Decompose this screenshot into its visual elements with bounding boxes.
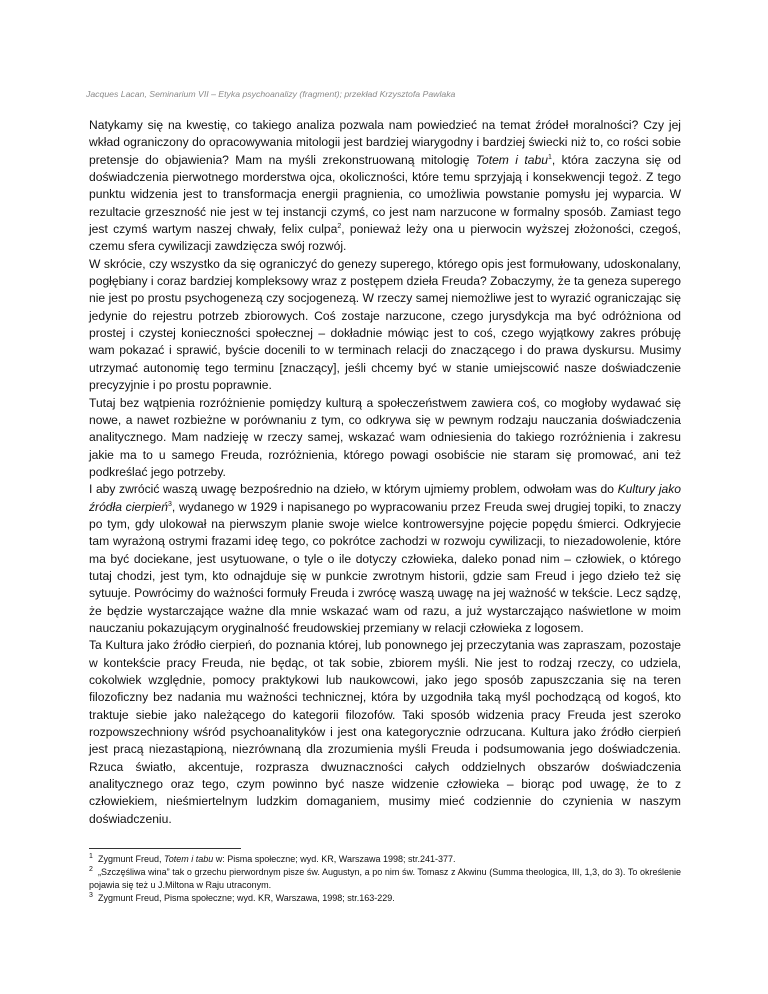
- running-header: Jacques Lacan, Seminarium VII – Etyka psychoanalizy (fragment); przekład Krzysztofa Pawlaka: [86, 89, 456, 99]
- footnote-3: $^3$ Zygmunt Freud, Pisma społeczne; wyd. KR, Warszawa, 1998; str.163-229.: [89, 892, 395, 904]
- paragraph-2: W skrócie, czy wszystko da się ograniczyć do genezy superego, którego opis jest formułowany, udoskonalany, pogłębiany i coraz bardziej kompleksowy wraz z postępem dzieła Freuda? Zobaczymy, że ta geneza superego nie jest po prostu psychogenezą czy socjogenezą. W rzeczy samej niemożliwe jest to wyrazić ograniczając się jedynie do rejestru potrzeb zbiorowych. Coś zostaje narzucone, czego jurysdykcja ma być odróżniona od prostej i czystej konieczności społecznej – dokładnie mówiąc jest to coś, czego wyjątkowy zakres próbuję wam pokazać i sprawić, byście docenili to w terminach relacji do znaczącego i do prawa dyskursu. Musimy utrzymać autonomię tego terminu [znaczący], jeśli chcemy być w stanie umiejscowić nasze doświadczenie precyzyjnie i po prostu poprawnie.: [89, 256, 681, 393]
- footnote-3-text: Zygmunt Freud, Pisma społeczne; wyd. KR, Warszawa, 1998; str.163-229.: [98, 893, 395, 904]
- footnote-ref-1[interactable]: 1: [547, 153, 552, 161]
- paragraph-4: [89, 481, 681, 637]
- footnote-1-post: w: Pisma społeczne; wyd. KR, Warszawa 1998; str.241-377.: [213, 854, 456, 864]
- footnotes: [89, 853, 681, 905]
- cited-title-totem-i-tabu: Totem i tabu: [475, 152, 548, 167]
- footnote-1: $^1$ Zygmunt Freud, Totem i tabu w: Pisma społeczne; wyd. KR, Warszawa 1998; str.241-377.: [89, 853, 456, 864]
- footnote-2-text: „Szczęśliwa wina” tak o grzechu pierwordnym pisze św. Augustyn, a po nim św. Tomasz z Akwinu (Summa theologica, III, 1,3, do 3). To określenie pojawia się też u J.Miltona w Raju utraconym.: [89, 867, 681, 891]
- footnote-1-pre: Zygmunt Freud,: [98, 854, 165, 864]
- paragraph-1: [89, 117, 681, 256]
- body-text: [89, 117, 681, 828]
- paragraph-1-text-b: , która zaczyna się od doświadczenia pierwotnego morderstwa ojca, okoliczności, które temu sprzyjają i konsekwencji tegoż. Z tego punktu widzenia jest to transformacja energii pragnienia, co umożliwia powstanie pomysłu jej wyparcia. W rezultacie grzeszność nie jest w tej instancji czymś, co jest nam narzucone w formalny sposób. Zamiast tego jest czymś wartym naszej chwały, felix culpa: [89, 152, 682, 237]
- cited-title-kultura: Kultury jako źródła cierpień: [89, 482, 682, 514]
- footnote-ref-2[interactable]: 2: [337, 223, 342, 231]
- footnote-1-title: Totem i tabu: [164, 854, 214, 864]
- paragraph-3: Tutaj bez wątpienia rozróżnienie pomiędzy kulturą a społeczeństwem zawiera coś, co mogłoby wydawać się nowe, a nawet rozbieżne w porównaniu z tym, co odkrywa się w pewnym rodzaju nauczania doświadczenia analitycznego. Mam nadzieję w rzeczy samej, wskazać wam odniesienia do takiego rozróżnienia i zakresu jakie ma to u samego Freuda, rozróżnienia, którego powagi osobiście nie staram się promować, ani też podkreślać jego potrzeby.: [89, 395, 681, 479]
- paragraph-1-text-c: , ponieważ leży ona u pierwocin wyższej złożoności, czegoś, czemu sfera cywilizacji zawdzięcza swój rozwój.: [89, 222, 682, 254]
- paragraph-5: Ta Kultura jako źródło cierpień, do poznania której, lub ponownego jej przeczytania was zapraszam, pozostaje w kontekście pracy Freuda, nie będąc, ot tak sobie, zbiorem myśli. Nie jest to rodzaj rzeczy, co udziela, cokolwiek względnie, pomocy praktykowi lub naukowcowi, jako jego sposób zapuszczania się na teren filozoficzny bez nadania mu ważności technicznej, która by uzgodniła taką myśl pochodzącą od kogoś, kto traktuje siebie jako należącego do kategorii filozofów. Taki sposób widzenia pracy Freuda jest szeroko rozpowszechniony wśród psychoanalityków i jest ona kategorycznie odrzucana. Kultura jako źródło cierpień jest pracą niezastąpioną, niezrównaną dla zrozumienia myśli Freuda i podsumowania jego doświadczenia. Rzuca światło, akcentuje, rozprasza dwuznaczności całych oddzielnych obszarów doświadczenia analitycznego oraz tego, czym powinno być nasze widzenie człowieka – biorąc pod uwagę, że to z człowiekiem, nieśmiertelnym ludzkim domaganiem, musimy mieć codziennie do czynienia w naszym doświadczeniu.: [89, 638, 681, 826]
- paragraph-1-text-a: Natykamy się na kwestię, co takiego analiza pozwala nam powiedzieć na temat źródeł moralności? Czy jej wkład ograniczony do opracowywania mitologii jest bardziej wiarygodny i bardziej świecki niż to, co rości sobie pretensje do objawienia? Mam na myśli zrekonstruowaną mitologię: [89, 118, 681, 167]
- paragraph-4-text-a: I aby zwrócić waszą uwagę bezpośrednio na dzieło, w którym ujmiemy problem, odwołam was do: [89, 482, 618, 497]
- paragraph-4-text-b: , wydanego w 1929 i napisanego po wypracowaniu przez Freuda swej drugiej topiki, to znaczy po tym, gdy ulokował na pierwszym planie swoje wielce kontrowersyjne pojęcie popędu śmierci. Odkryjecie tam wyrażoną ostrymi frazami ideę tego, co pokrótce zachodzi w rozwoju cywilizacji, to niezadowolenie, które ma być dociekane, jest usytuowane, o tyle o ile dotyczy człowieka, daleko ponad nim – człowiek, o którego tutaj chodzi, jest tym, kto odnajduje się w punkcie zwrotnym historii, gdzie sam Freud i jego dzieło też się sytuuje. Powrócimy do ważności formuły Freuda i zwrócę waszą uwagę na jej ważność w tekście. Lecz sądzę, że będzie wystarczające ważne dla mnie wskazać wam od razu, a już wystarczająco naświetlone w moim nauczaniu pokazującym oryginalność freudowskiej przemiany w relacji człowieka z logosem.: [89, 499, 681, 635]
- footnote-ref-3[interactable]: 3: [168, 500, 172, 508]
- footnote-separator: [89, 848, 241, 849]
- footnote-2: $^2$ „Szczęśliwa wina” tak o grzechu pierwordnym pisze św. Augustyn, a po nim św. Tomasz z Akwinu (Summa theologica, III, 1,3, do 3). To określenie pojawia się też u J.Miltona w Raju utraconym.: [89, 866, 681, 891]
